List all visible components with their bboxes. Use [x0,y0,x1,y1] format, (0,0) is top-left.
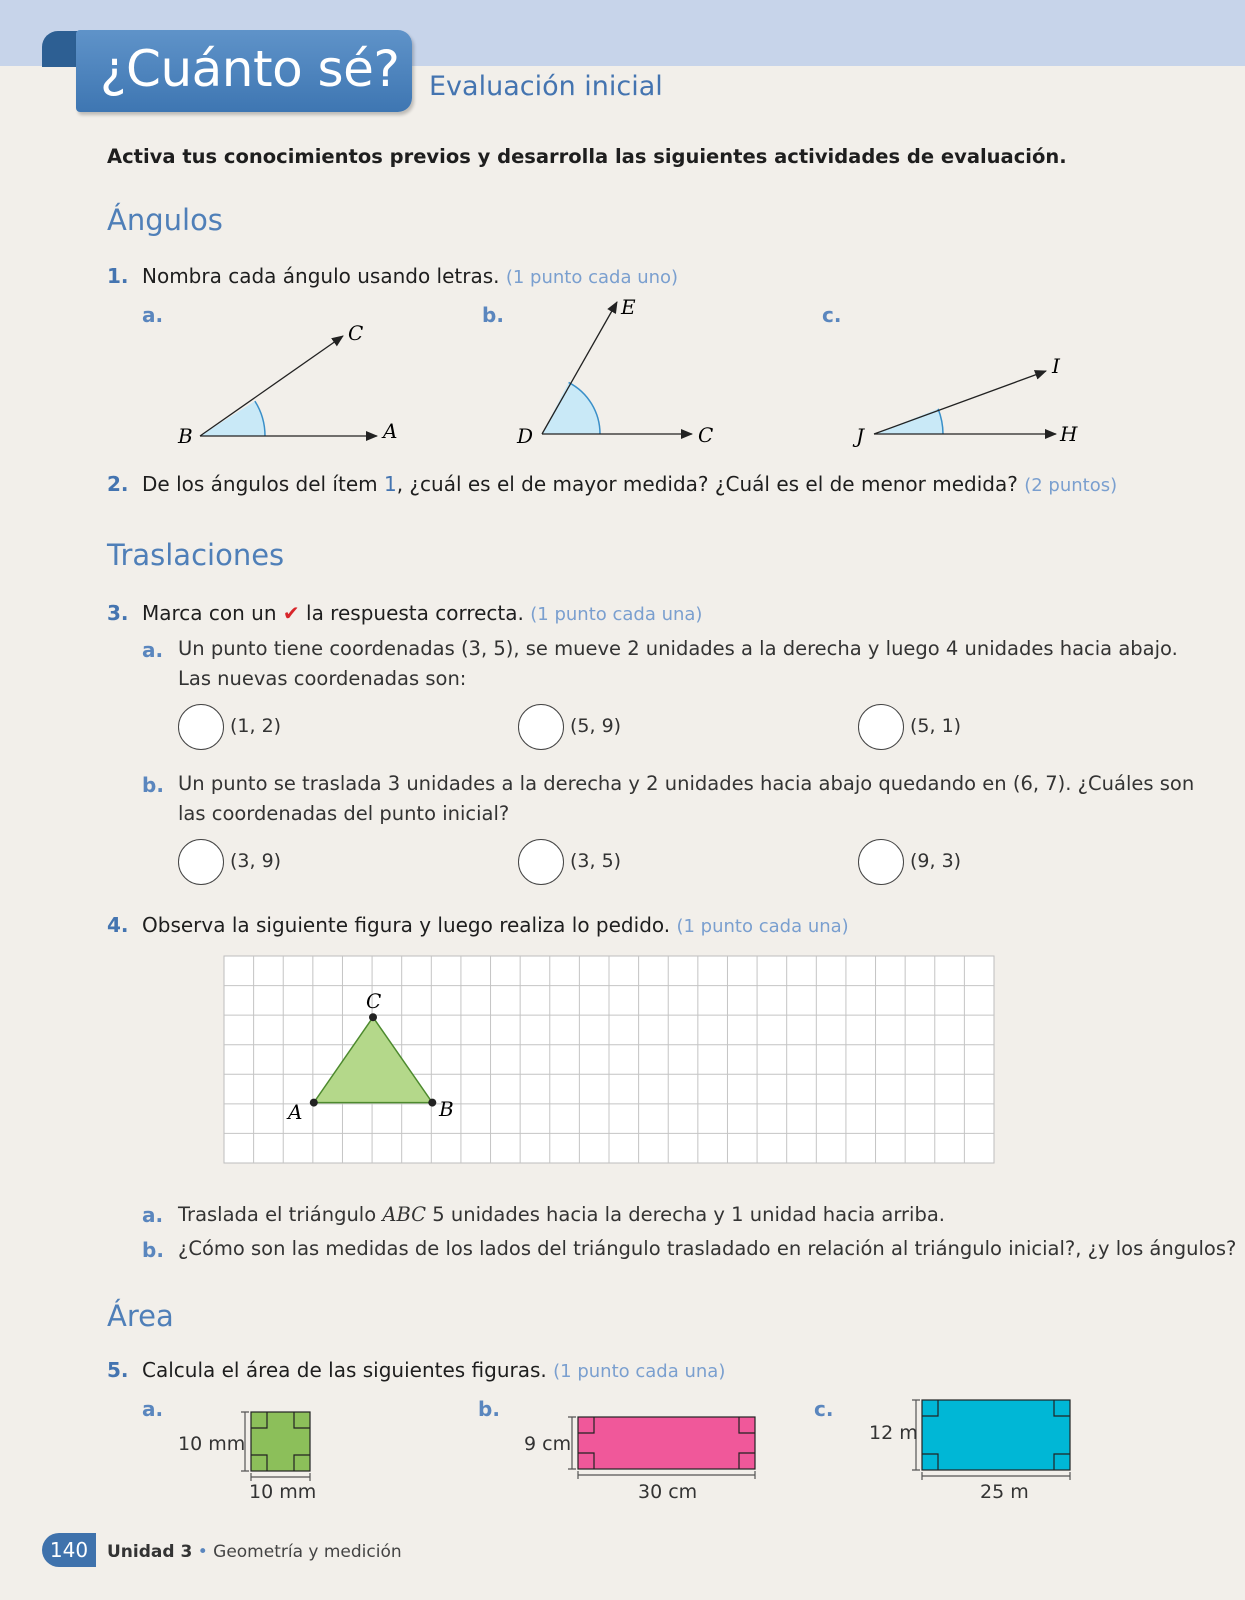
question-2-text [142,472,1117,496]
question-5-statement: Calcula el área de las siguientes figuras. [142,1358,547,1382]
angle-c-label: c. [822,303,842,327]
option-3b-1-circle[interactable] [178,839,224,885]
footer-unit: Unidad 3 [107,1542,193,1562]
question-5-points: (1 punto cada una) [553,1361,726,1382]
page-title: ¿Cuánto sé? [100,40,400,98]
question-4-statement: Observa la siguiente figura y luego realiza lo pedido. [142,913,671,937]
question-4a-pre: Traslada el triángulo [178,1203,383,1226]
angle-c [852,354,1078,448]
question-2-ref: 1 [383,472,397,496]
angle-a-vertex: B [178,424,193,448]
option-3b-2-circle[interactable] [518,839,564,885]
question-3a-line-2: Las nuevas coordenadas son: [178,667,467,690]
option-3b-3-circle[interactable] [858,839,904,885]
figure-a-square [178,1412,316,1503]
question-4a-post: 5 unidades hacia la derecha y 1 unidad hacia arriba. [426,1203,945,1226]
question-3b-text [178,769,1194,829]
question-3-points: (1 punto cada una) [530,604,703,625]
figure-a-height: 10 mm [178,1433,246,1455]
vertex-a-label: A [288,1100,303,1124]
page-number-badge: 140 [42,1533,96,1567]
figure-b-height: 9 cm [524,1433,572,1455]
figure-c-width: 25 m [980,1481,1029,1503]
question-3-number: 3. [107,601,129,625]
section-heading-area: Área [107,1299,174,1333]
vertex-b-dot [428,1099,436,1107]
figure-a-width: 10 mm [249,1481,317,1503]
angle-b-vertex: D [517,424,534,448]
section-heading-angulos: Ángulos [107,203,223,237]
figure-a-label: a. [142,1397,164,1421]
option-3a-3-circle[interactable] [858,704,904,750]
angle-a-point-2: C [348,321,364,345]
question-3a-label: a. [142,638,164,662]
vertex-c-dot [369,1013,377,1021]
vertex-b-label: B [439,1097,454,1121]
angle-c-vertex: J [856,424,865,448]
option-3a-3-text: (5, 1) [910,715,962,737]
question-2-points: (2 puntos) [1024,475,1118,496]
area-figures [0,1380,1245,1510]
option-3a-2-circle[interactable] [518,704,564,750]
question-3b-line-2: las coordenadas del punto inicial? [178,802,510,825]
question-3-text [142,601,702,625]
question-1-number: 1. [107,264,129,288]
question-5-number: 5. [107,1358,129,1382]
question-3b-label: b. [142,773,164,797]
footer-text [107,1542,402,1562]
question-3b-line-1: Un punto se traslada 3 unidades a la derecha y 2 unidades hacia abajo quedando en (6, 7). ¿Cuáles son [178,772,1195,795]
figure-b-width: 30 cm [638,1481,698,1503]
check-icon: ✔ [282,601,300,625]
section-heading-traslaciones: Traslaciones [107,538,285,572]
question-4-points: (1 punto cada una) [676,916,849,937]
angle-b-point-1: C [698,423,714,447]
question-4-text [142,913,849,937]
option-3a-1-circle[interactable] [178,704,224,750]
question-1-statement: Nombra cada ángulo usando letras. [142,264,500,288]
angle-b [516,295,713,448]
footer-topic: Geometría y medición [213,1542,402,1562]
angle-a [177,321,397,448]
option-3a-1-text: (1, 2) [230,715,282,737]
question-2-number: 2. [107,472,129,496]
figure-c-rectangle [869,1400,1070,1503]
question-2-post: , ¿cuál es el de mayor medida? ¿Cuál es el de menor medida? [396,472,1018,496]
question-3a-text [178,634,1178,694]
page-subtitle: Evaluación inicial [429,71,663,102]
angles-figure [0,0,1245,470]
option-3b-2-text: (3, 5) [570,850,622,872]
question-5-text [142,1358,725,1382]
vertex-a-dot [310,1099,318,1107]
triangle-name: ABC [382,1203,427,1226]
angle-c-point-2: I [1052,354,1060,378]
option-3a-2-text: (5, 9) [570,715,622,737]
question-4a-label: a. [142,1203,164,1227]
question-4b-text: ¿Cómo son las medidas de los lados del triángulo trasladado en relación al triángulo inicial?, ¿y los ángulos? [178,1237,1237,1260]
figure-c-label: c. [814,1397,834,1421]
translation-grid[interactable] [223,955,998,1165]
figure-b-label: b. [478,1397,500,1421]
option-3b-3-text: (9, 3) [910,850,962,872]
angle-a-point-1: A [383,419,398,443]
question-4b-label: b. [142,1238,164,1262]
question-3-pre: Marca con un [142,601,283,625]
question-3-post: la respuesta correcta. [299,601,524,625]
angle-b-point-2: E [621,295,636,319]
question-3a-line-1: Un punto tiene coordenadas (3, 5), se mueve 2 unidades a la derecha y luego 4 unidades hacia abajo. [178,637,1178,660]
angle-c-point-1: H [1060,422,1078,446]
intro-text: Activa tus conocimientos previos y desarrolla las siguientes actividades de evaluación. [107,145,1067,168]
question-1-points: (1 punto cada uno) [505,267,679,288]
question-4-number: 4. [107,913,129,937]
angle-a-label: a. [142,303,164,327]
figure-c-height: 12 m [869,1422,918,1444]
question-2-pre: De los ángulos del ítem [142,472,384,496]
angle-b-label: b. [482,303,504,327]
vertex-c-label: C [366,989,382,1013]
option-3b-1-text: (3, 9) [230,850,282,872]
footer-separator: • [192,1542,214,1562]
figure-b-rectangle [524,1417,755,1503]
question-4a-text [178,1200,945,1230]
